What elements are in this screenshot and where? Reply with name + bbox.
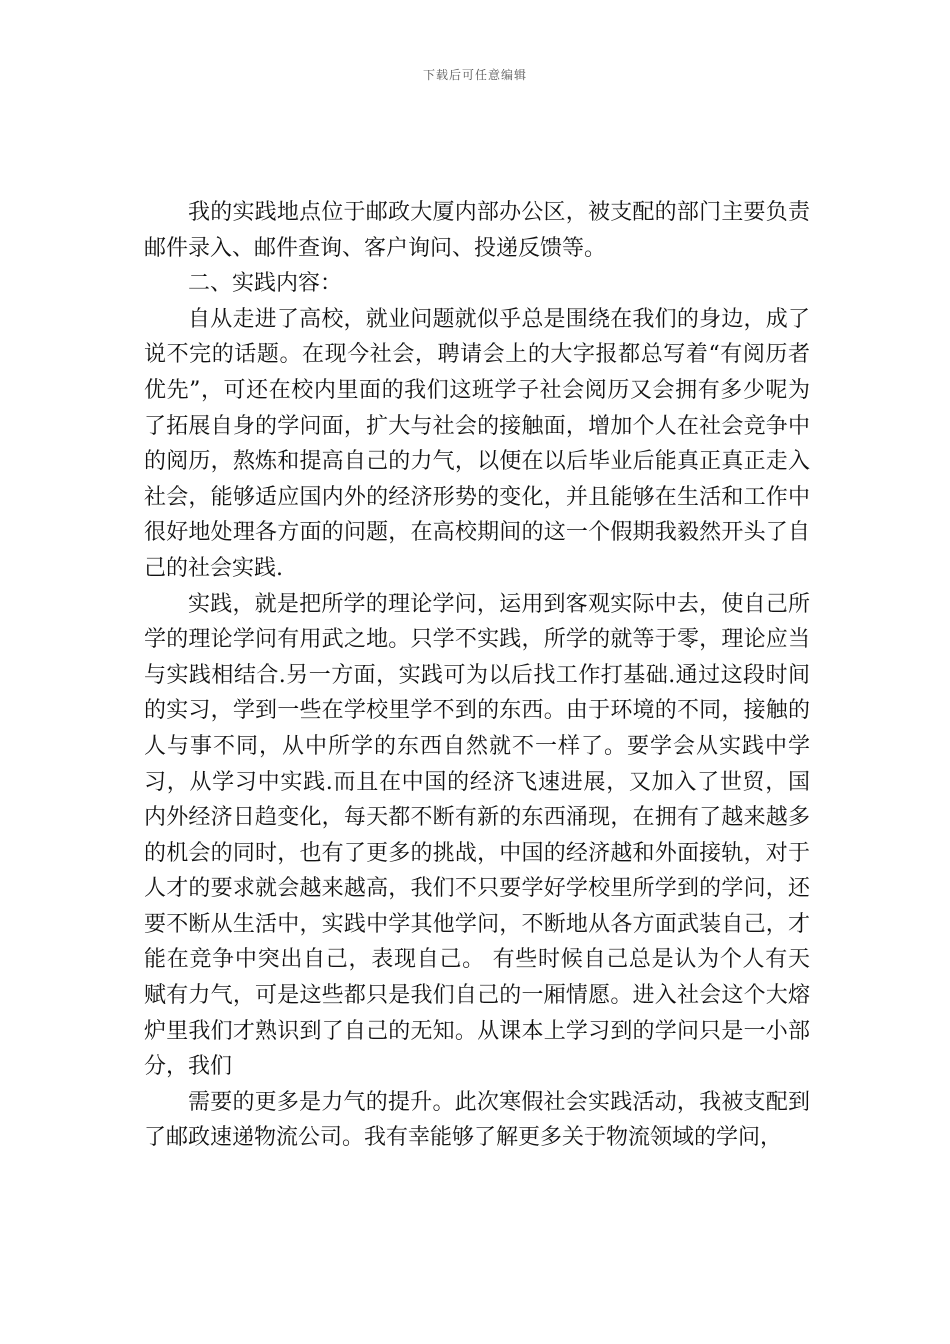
header-note: 下载后可任意编辑 [422, 68, 527, 82]
paragraph-practice-location: 我的实践地点位于邮政大厦内部办公区，被支配的部门主要负责邮件录入、邮件查询、客户询问、投递反馈等。 [144, 200, 810, 261]
document-body [144, 195, 810, 1156]
paragraph-employment: 自从走进了高校，就业问题就似乎总是围绕在我们的身边，成了说不完的话题。在现今社会，聘请会上的大字报都总写着“有阅历者优先”，可还在校内里面的我们这班学子社会阅历又会拥有多少呢为了拓展自身的学问面，扩大与社会的接触面，增加个人在社会竞争中的阅历，熬炼和提高自己的力气，以便在以后毕业后能真正真正走入社会，能够适应国内外的经济形势的变化，并且能够在生活和工作中很好地处理各方面的问题，在高校期间的这一个假期我毅然开头了自己的社会实践. [144, 306, 810, 581]
paragraph-practice-meaning: 实践，就是把所学的理论学问，运用到客观实际中去，使自己所学的理论学问有用武之地。只学不实践，所学的就等于零，理论应当与实践相结合.另一方面，实践可为以后找工作打基础.通过这段时间的实习，学到一些在学校里学不到的东西。由于环境的不同，接触的人与事不同，从中所学的东西自然就不一样了。要学会从实践中学习，从学习中实践.而且在中国的经济飞速进展，又加入了世贸，国内外经济日趋变化，每天都不断有新的东西涌现，在拥有了越来越多的机会的同时，也有了更多的挑战，中国的经济越和外面接轨，对于人才的要求就会越来越高，我们不只要学好学校里所学到的学问，还要不断从生活中，实践中学其他学问，不断地从各方面武装自己，才能在竞争中突出自己，表现自己。 有些时候自己总是认为个人有天赋有力气，可是这些都只是我们自己的一厢情愿。进入社会这个大熔炉里我们才熟识到了自己的无知。从课本上学习到的学问只是一小部分，我们 [144, 591, 810, 1080]
paragraph-winter-practice: 需要的更多是力气的提升。此次寒假社会实践活动，我被支配到了邮政速递物流公司。我有幸能够了解更多关于物流领域的学问， [144, 1089, 810, 1151]
section-heading-practice-content: 二、实践内容： [188, 271, 343, 297]
